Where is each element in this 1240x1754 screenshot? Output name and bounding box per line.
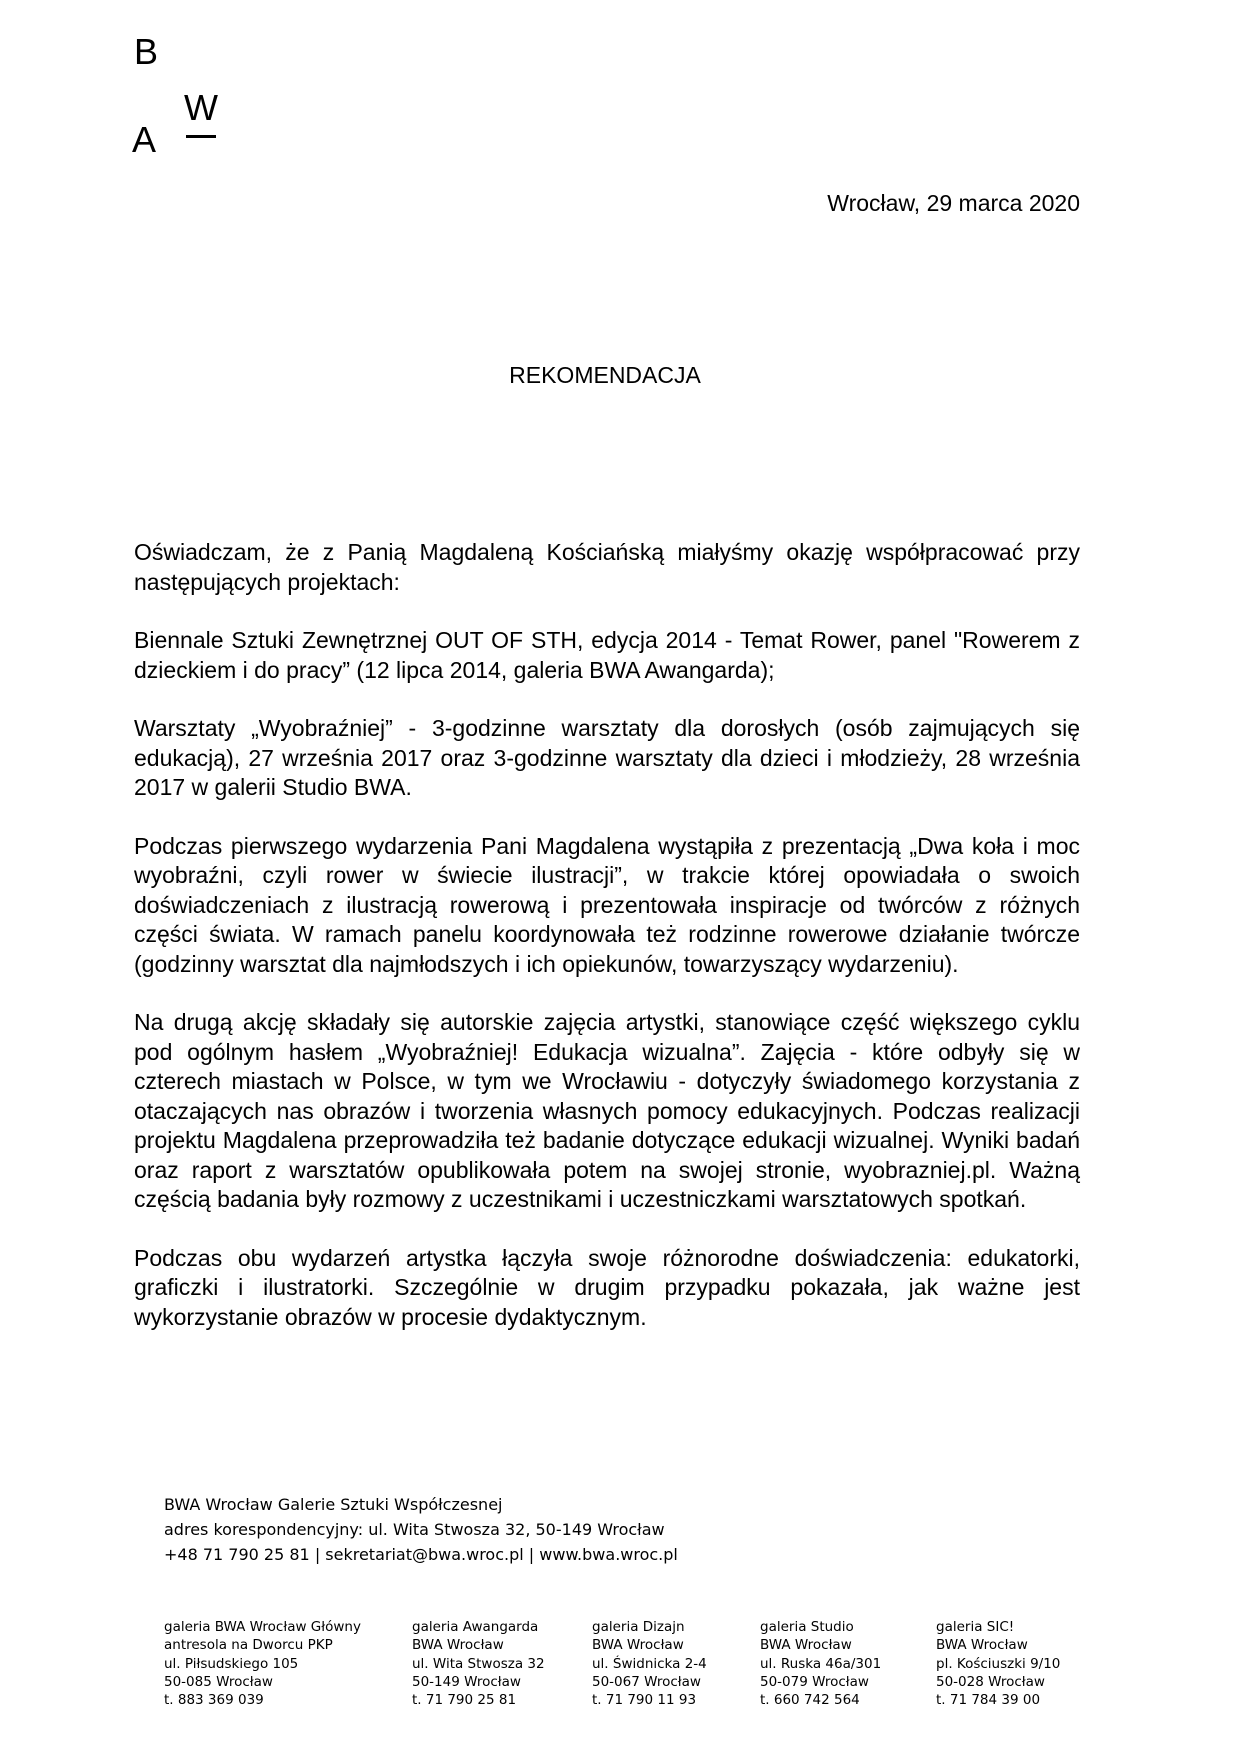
bwa-logo (130, 31, 230, 160)
letter-body (134, 538, 1080, 1361)
gallery-phone: t. 660 742 564 (760, 1692, 860, 1709)
gallery-street: ul. Ruska 46a/301 (760, 1655, 882, 1672)
paragraph-project-biennale: Biennale Sztuki Zewnętrznej OUT OF STH, edycja 2014 - Temat Rower, panel "Rowerem z dzieckiem i do pracy” (12 lipca 2014, galeria BWA Awangarda); (134, 627, 1080, 683)
gallery-name: galeria Awangarda (412, 1619, 539, 1635)
gallery-phone: t. 71 784 39 00 (936, 1692, 1041, 1709)
gallery-line: BWA Wrocław (760, 1637, 852, 1654)
gallery-column (164, 1618, 361, 1709)
gallery-name: galeria Dizajn (592, 1619, 685, 1635)
letter-date: Wrocław, 29 marca 2020 (827, 190, 1080, 216)
gallery-street: ul. Piłsudskiego 105 (164, 1655, 299, 1672)
letterhead-footer (164, 1492, 1104, 1709)
gallery-postcode: 50-079 Wrocław (760, 1673, 869, 1690)
gallery-line: BWA Wrocław (412, 1637, 504, 1654)
logo-letter-a: A (132, 119, 157, 160)
gallery-phone: t. 71 790 25 81 (412, 1692, 517, 1709)
gallery-line: antresola na Dworcu PKP (164, 1637, 333, 1654)
gallery-postcode: 50-067 Wrocław (592, 1673, 701, 1690)
gallery-postcode: 50-149 Wrocław (412, 1673, 521, 1690)
paragraph-second-event: Na drugą akcję składały się autorskie zajęcia artystki, stanowiące część większego cyklu pod ogólnym hasłem „Wyobraźniej! Edukacja wizualna”. Zajęcia - które odbyły się w czterech miastach w Polsce, w tym we Wrocławiu - dotyczyły świadomego korzystania z otaczających nas obrazów i tworzenia własnych pomocy edukacyjnych. Podczas realizacji projektu Magdalena przeprowadziła też badanie dotyczące edukacji wizualnej. Wyniki badań oraz raport z warsztatów opublikowała potem na swojej stronie, wyobrazniej.pl. Ważną częścią badania były rozmowy z uczestnikami i uczestniczkami warsztatowych spotkań. (134, 1009, 1080, 1212)
paragraph-first-event: Podczas pierwszego wydarzenia Pani Magdalena wystąpiła z prezentacją „Dwa koła i moc wyobraźni, czyli rower w świecie ilustracji”, w trakcie której opowiadała o swoich doświadczeniach z ilustracją rowerową i prezentowała inspiracje od twórców z różnych części świata. W ramach panelu koordynowała też rodzinne rowerowe działanie twórcze (godzinny warsztat dla najmłodszych i ich opiekunów, towarzyszący wydarzeniu). (134, 832, 1080, 977)
gallery-column (936, 1618, 1060, 1709)
gallery-name: galeria BWA Wrocław Główny (164, 1619, 361, 1635)
gallery-phone: t. 71 790 11 93 (592, 1692, 697, 1709)
gallery-column (760, 1618, 881, 1709)
letter-title: REKOMENDACJA (509, 362, 701, 388)
footer-address: adres korespondencyjny: ul. Wita Stwosza 32, 50-149 Wrocław (164, 1520, 665, 1539)
gallery-street: ul. Wita Stwosza 32 (412, 1655, 545, 1672)
gallery-line: BWA Wrocław (936, 1637, 1028, 1654)
gallery-postcode: 50-085 Wrocław (164, 1673, 273, 1690)
logo-letter-b: B (134, 31, 159, 72)
gallery-postcode: 50-028 Wrocław (936, 1673, 1045, 1690)
logo-letter-w: W (184, 87, 218, 128)
gallery-column (412, 1618, 545, 1709)
gallery-name: galeria SIC! (936, 1619, 1015, 1635)
gallery-name: galeria Studio (760, 1619, 854, 1635)
gallery-column (592, 1618, 707, 1709)
footer-org-name: BWA Wrocław Galerie Sztuki Współczesnej (164, 1495, 503, 1514)
gallery-street: pl. Kościuszki 9/10 (936, 1655, 1061, 1672)
paragraph-intro: Oświadczam, że z Panią Magdaleną Kościańską miałyśmy okazję współpracować przy następujących projektach: (134, 539, 1080, 595)
paragraph-summary: Podczas obu wydarzeń artystka łączyła swoje różnorodne doświadczenia: edukatorki, graficzki i ilustratorki. Szczególnie w drugim przypadku pokazała, jak ważne jest wykorzystanie obrazów w procesie dydaktycznym. (134, 1244, 1080, 1330)
gallery-street: ul. Świdnicka 2-4 (592, 1655, 707, 1672)
gallery-line: BWA Wrocław (592, 1637, 684, 1654)
footer-contact: +48 71 790 25 81 | sekretariat@bwa.wroc.pl | www.bwa.wroc.pl (164, 1545, 678, 1564)
logo-underline (186, 135, 216, 138)
paragraph-project-workshops: Warsztaty „Wyobraźniej” - 3-godzinne warsztaty dla dorosłych (osób zajmujących się edukacją), 27 września 2017 oraz 3-godzinne warsztaty dla dzieci i młodzieży, 28 września 2017 w galerii Studio BWA. (134, 715, 1080, 800)
gallery-phone: t. 883 369 039 (164, 1692, 264, 1709)
